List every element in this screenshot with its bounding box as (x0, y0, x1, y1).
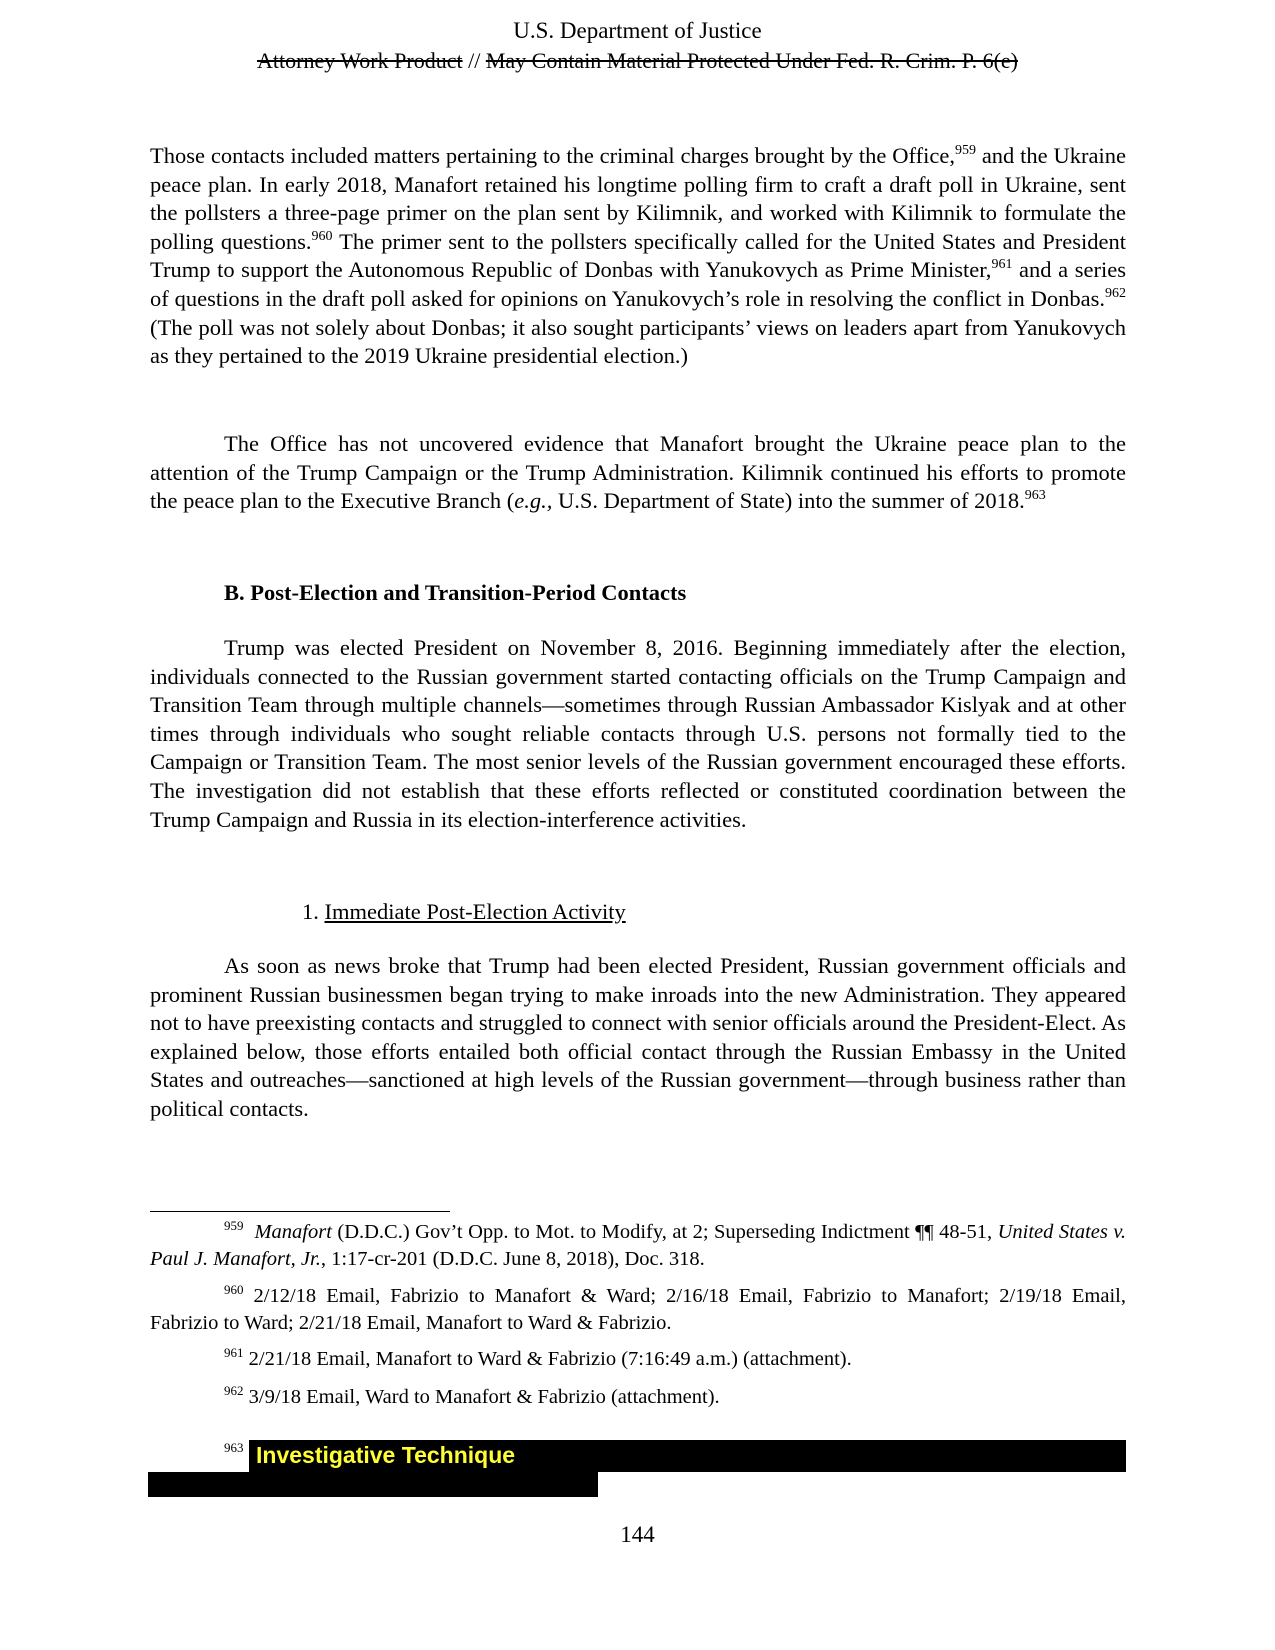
para-text: The primer sent to the pollsters specifically called for the United States and President Trump to support the Autonomous Republic of Donbas with Yanukovych as Prime Minister, (150, 228, 1126, 283)
footnote-italic: United States v. Paul J. Manafort, Jr. (150, 1221, 1127, 1270)
footnote-ref-961[interactable]: 961 (991, 257, 1013, 273)
para-text: The Office has not uncovered evidence that Manafort brought the Ukraine peace plan to the attention of the Trump Campaign or the Trump Administration. Kilimnik continued his efforts to promote the peace plan to the Executive Branch ( (150, 431, 1126, 514)
marking-separator: // (462, 48, 486, 73)
header-department: U.S. Department of Justice (513, 18, 762, 43)
footnote-divider (150, 1211, 450, 1212)
redaction-block (148, 1472, 598, 1497)
footnote-961 (150, 1346, 1126, 1373)
redaction-label-investigative-technique: Investigative Technique (256, 1442, 516, 1468)
footnote-ref-959[interactable]: 959 (954, 143, 976, 158)
body-paragraph-1 (150, 142, 1126, 371)
body-paragraph-3: Trump was elected President on November 8, 2016. Beginning immediately after the election, individuals connected to the Russian government started contacting officials on the Trump Campaign and Transition Team through multiple channels—sometimes through Russian Ambassador Kislyak and at other times through individuals who sought reliable contacts through U.S. persons not formally tied to the Campaign or Transition Team. The most senior levels of the Russian government encouraged these efforts. The investigation did not establish that these efforts reflected or constituted coordination between the Trump Campaign and Russia in its election-interference activities. (150, 635, 1126, 832)
para-text: (The poll was not solely about Donbas; it also sought participants’ views on leaders apart from Yanukovych as they pertained to the 2019 Ukraine presidential election.) (150, 314, 1126, 369)
page-number: 144 (620, 1522, 655, 1547)
footnote-text: 3/9/18 Email, Ward to Manafort & Fabrizio (attachment). (243, 1386, 720, 1408)
footnote-italic: Manafort (254, 1221, 332, 1243)
footnote-959 (150, 1219, 1126, 1272)
subsection-number: 1. (302, 899, 325, 924)
footnote-ref-963[interactable]: 963 (1024, 488, 1046, 504)
marking-work-product: Attorney Work Product (257, 48, 463, 73)
marking-grand-jury: May Contain Material Protected Under Fed. R. Crim. P. 6(e) (485, 48, 1018, 73)
footnote-ref-962[interactable]: 962 (1105, 285, 1126, 301)
header-classification-marking (0, 46, 1275, 76)
footnote-ref-960[interactable]: 960 (311, 228, 333, 244)
para-text: U.S. Department of State) into the summer of 2018. (552, 488, 1025, 514)
footnote-text: , 1:17-cr-201 (D.D.C. June 8, 2018), Doc. 318. (320, 1247, 705, 1270)
para-text: and a series of questions in the draft poll asked for opinions on Yanukovych’s role in resolving the conflict in Donbas. (150, 257, 1126, 311)
footnote-960 (150, 1283, 1126, 1336)
section-heading-b: B. Post-Election and Transition-Period Contacts (224, 580, 687, 605)
footnote-text: 2/12/18 Email, Fabrizio to Manafort & Ward; 2/16/18 Email, Fabrizio to Manafort; 2/19/18 Email, Fabrizio to Ward; 2/21/18 Email, Manafort to Ward & Fabrizio. (150, 1285, 1126, 1334)
footnote-number: 959 (224, 1218, 244, 1233)
body-paragraph-2 (150, 430, 1126, 516)
footnote-962 (150, 1384, 1126, 1411)
footnote-number: 961 (224, 1345, 244, 1360)
subsection-title: Immediate Post-Election Activity (324, 899, 626, 924)
subsection-heading-1 (302, 897, 626, 927)
footnote-number: 962 (224, 1383, 244, 1398)
para-italic-eg: e.g., (514, 488, 553, 514)
body-paragraph-4: As soon as news broke that Trump had been elected President, Russian government officials and prominent Russian businessmen began trying to make inroads into the new Administration. They appeared not to have preexisting contacts and struggled to connect with senior officials around the President-Elect. As explained below, those efforts entailed both official contact through the Russian Embassy in the United States and outreaches—sanctioned at high levels of the Russian government—through business rather than political contacts. (150, 953, 1126, 1121)
footnote-number: 960 (224, 1282, 244, 1297)
footnote-text: 2/21/18 Email, Manafort to Ward & Fabrizio (7:16:49 a.m.) (attachment). (243, 1348, 852, 1370)
para-text: Those contacts included matters pertaining to the criminal charges brought by the Office, (150, 143, 955, 168)
footnote-text: (D.D.C.) Gov’t Opp. to Mot. to Modify, at 2; Superseding Indictment ¶¶ 48-51, (331, 1221, 998, 1243)
footnote-963-number: 963 (224, 1440, 244, 1455)
para-text: and the Ukraine peace plan. In early 2018, Manafort retained his longtime polling firm to craft a draft poll in Ukraine, sent the pollsters a three-page primer on the plan sent by Kilimnik, and worked with Kilimnik to formulate the polling questions. (150, 143, 1126, 254)
